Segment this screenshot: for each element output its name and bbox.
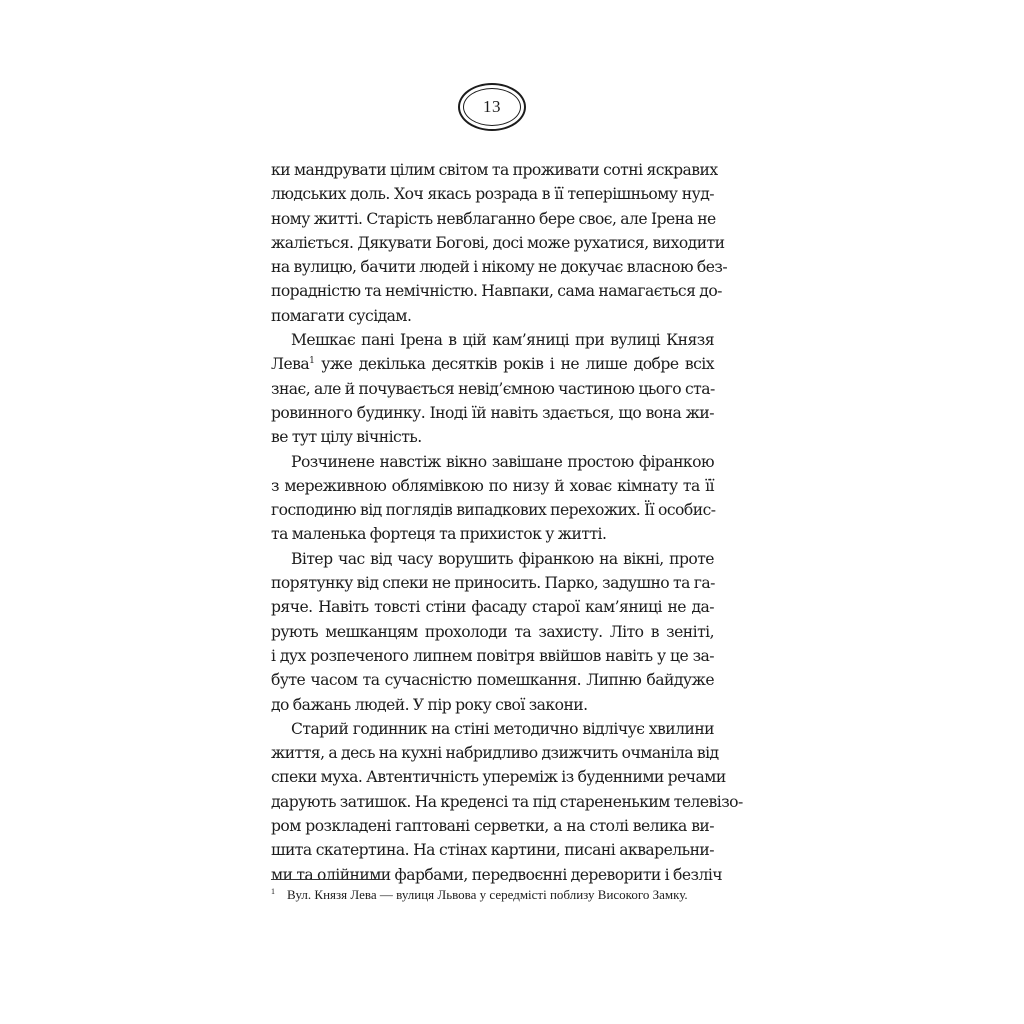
text-line: рують мешканцям прохолоди та захисту. Літо в зеніті, [271,622,714,641]
text-line: господиню від поглядів випадкових перехожих. Її особис- [271,501,716,520]
text-line: людських доль. Хоч якась розрада в її теперішньому нуд- [271,185,714,204]
text-line: ми та олійними фарбами, передвоєнні дереворити і безліч [271,865,723,884]
text-line: ки мандрувати цілим світом та проживати сотні яскравих [271,161,718,179]
text-line: дарують затишок. На креденсі та під старененьким телевізо- [271,792,743,811]
text-line: ве тут цілу вічність. [271,428,422,447]
text-line: спеки муха. Автентичність упереміж із буденними речами [271,768,726,787]
text-line: помагати сусідам. [271,306,412,325]
text-line: Розчинене навстіж вікно завішане простою фіранкою [291,452,714,471]
text-line: ровинного будинку. Іноді їй навіть здається, що вона жи- [271,403,714,422]
text-line: ром розкладені гаптовані серветки, а на столі велика ви- [271,817,714,836]
text-line: порадністю та немічністю. Навпаки, сама намагається до- [271,282,722,301]
footnote: 1 Вул. Князя Лева — вулиця Львова у середмісті поблизу Високого Замку. [271,887,688,902]
text-line: буте часом та сучасністю помешкання. Липню байдуже [271,671,714,690]
text-line: знає, але й почувається невід’ємною частиною цього ста- [271,379,715,398]
text-line: до бажань людей. У пір року свої закони. [271,695,588,714]
footnote-divider [271,879,385,880]
text-line-with-footnote [271,352,714,376]
text-line: та маленька фортеця та прихисток у житті. [271,525,607,544]
text-line: ному житті. Старість невблаганно бере своє, але Ірена не [271,209,716,228]
footnote-text: Вул. Князя Лева — вулиця Львова у середмісті поблизу Високого Замку. [287,887,688,902]
text-line: життя, а десь на кухні набридливо дзижчить очманіла від [271,744,719,763]
text-line: на вулицю, бачити людей і нікому не докучає власною без- [271,258,728,277]
body-text [271,158,743,887]
text-line: шита скатертина. На стінах картини, писані акварельни- [271,841,714,860]
text-word: Лева [271,355,310,374]
text-line: Старий годинник на стіні методично відлічує хвилини [291,719,714,738]
text-line: і дух розпеченого липнем повітря ввійшов навіть у це за- [271,646,714,665]
footnote-reference: 1 [309,356,315,367]
text-line: ряче. Навіть товсті стіни фасаду старої кам’яниці не да- [271,598,714,617]
page-number: 13 [483,97,501,116]
text-line: порятунку від спеки не приносить. Парко, задушно та га- [271,574,715,593]
text-fragment: уже декілька десятків років і не лише добре всіх [321,355,714,374]
text-line: жаліється. Дякувати Богові, досі може рухатися, виходити [271,233,725,252]
text-line: Вітер час від часу ворушить фіранкою на вікні, проте [291,549,714,568]
text-line: Мешкає пані Ірена в цій кам’яниці при вулиці Князя [291,331,714,350]
page-number-badge [458,83,526,131]
text-line: з мереживною облямівкою по низу й ховає кімнату та її [271,476,714,495]
